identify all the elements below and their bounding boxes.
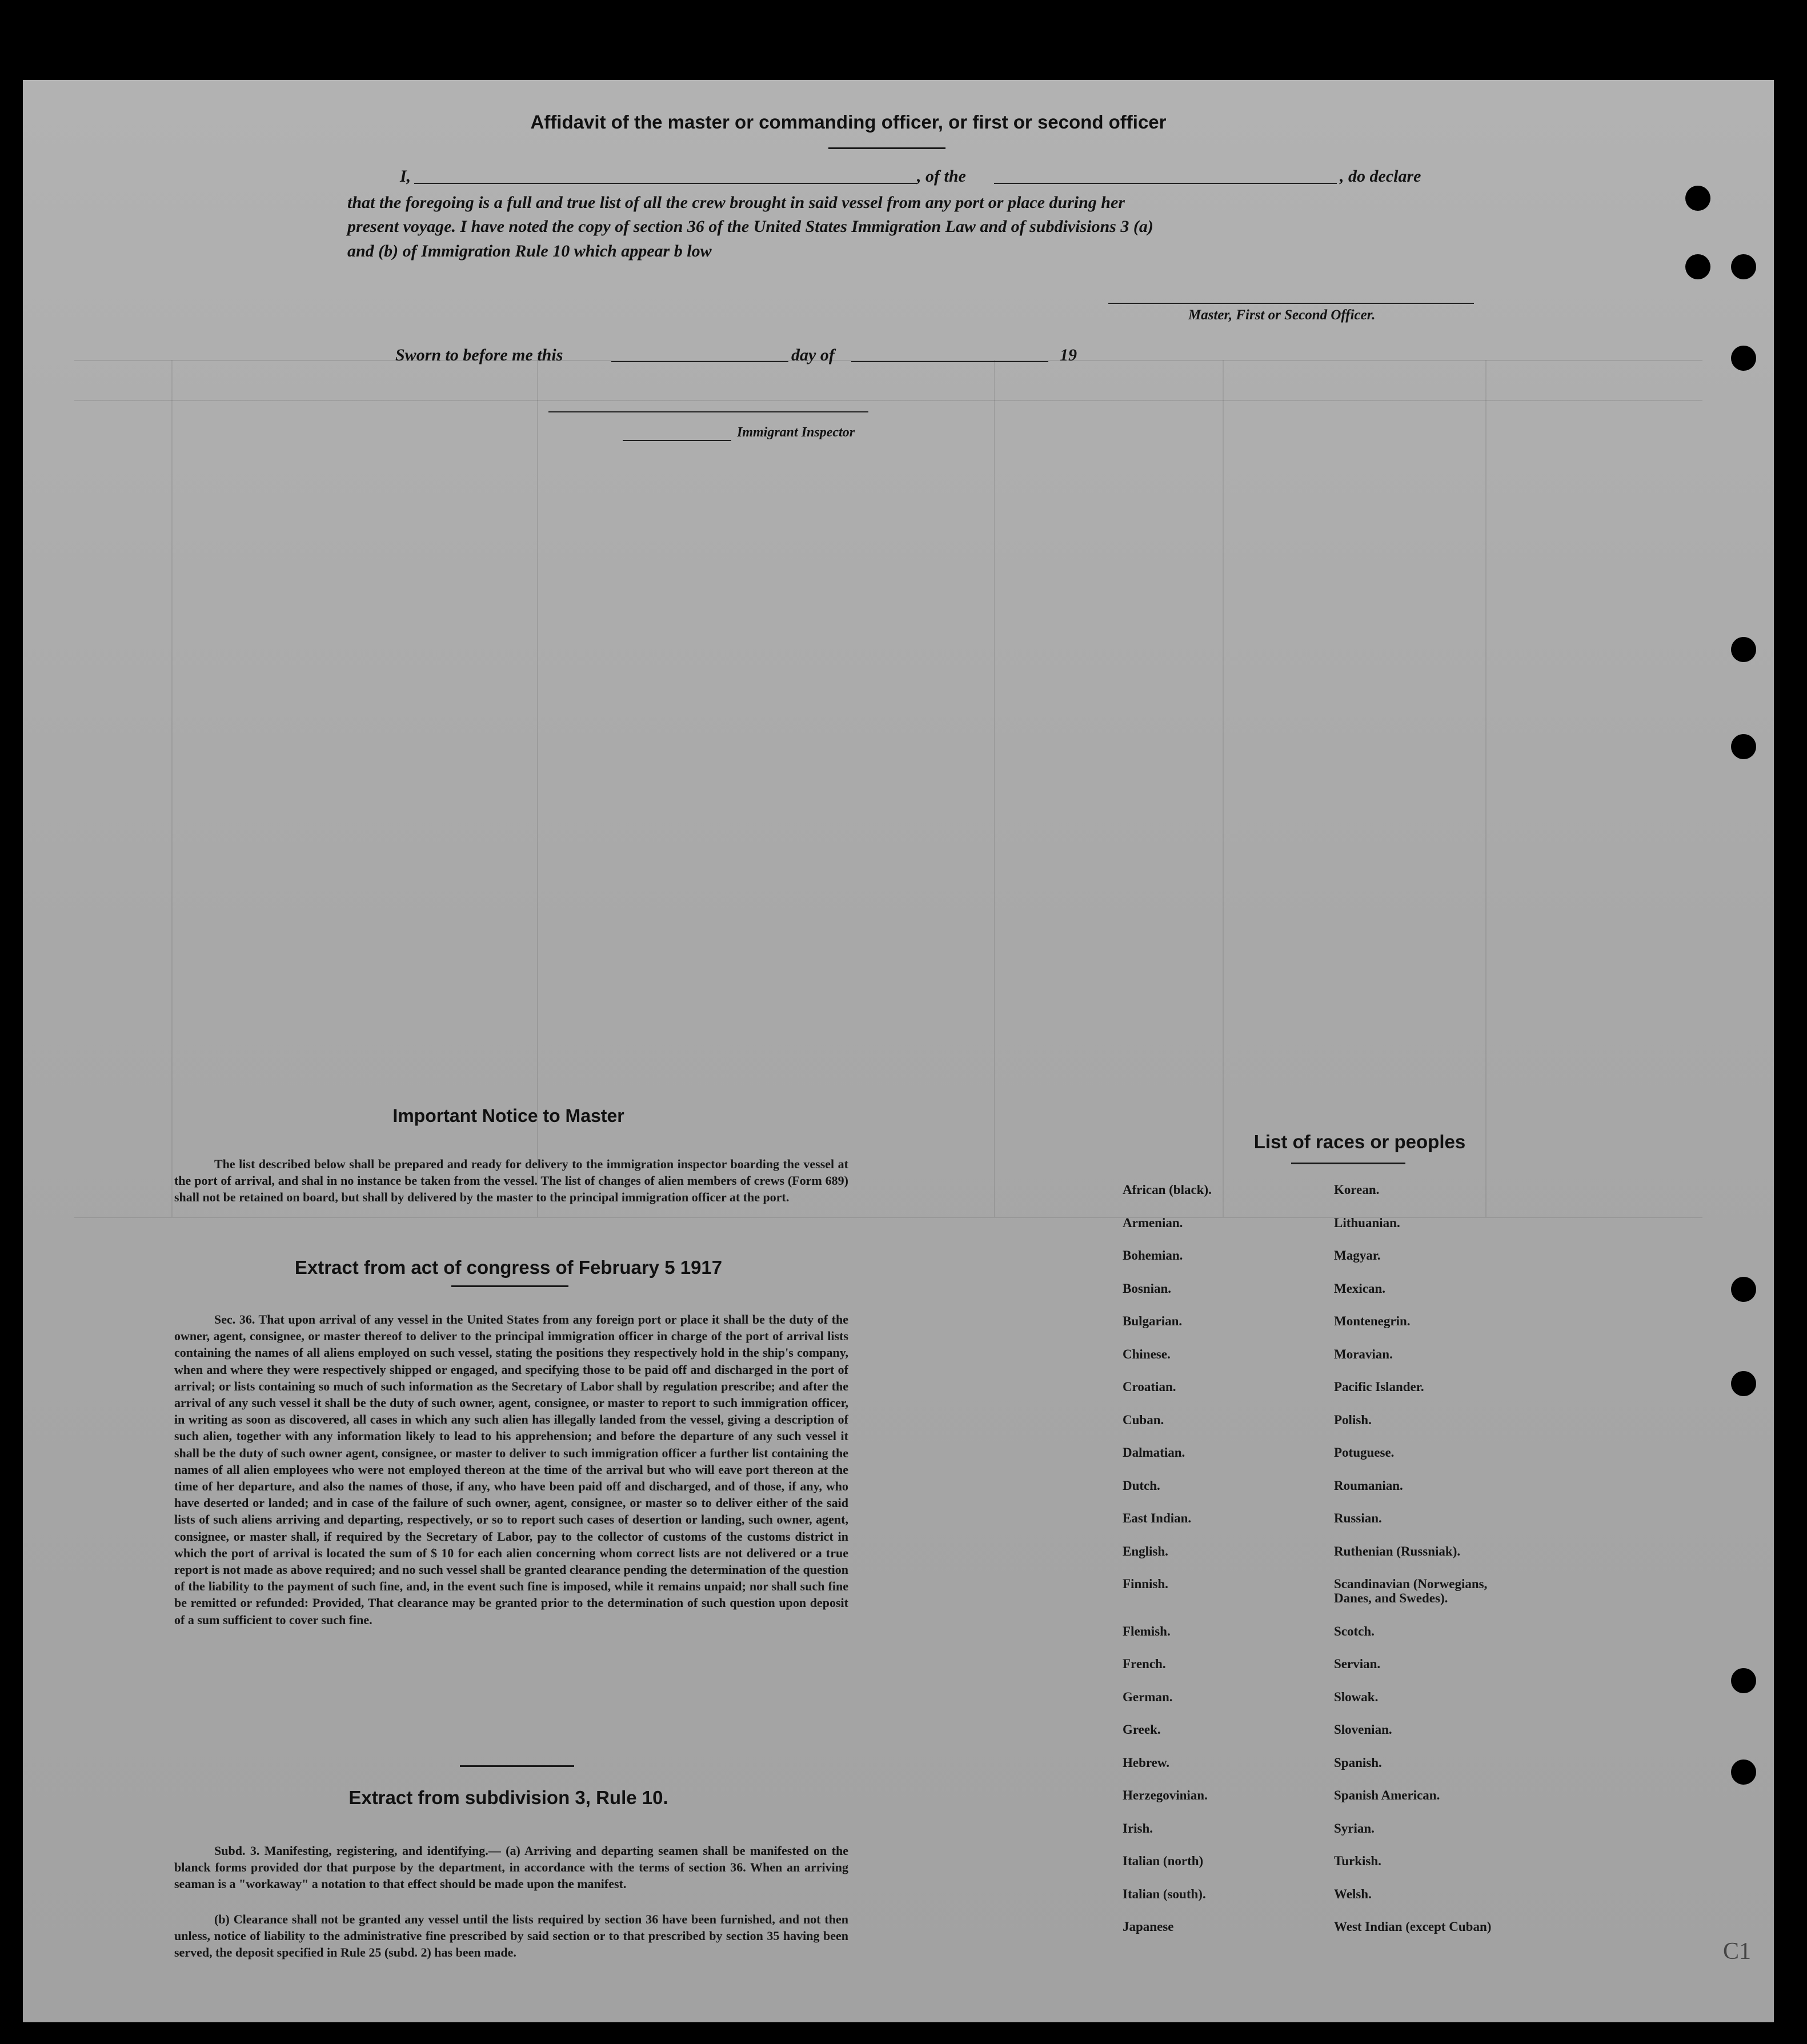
race-item: Lithuanian. <box>1334 1216 1400 1230</box>
inspector-signature-line <box>548 411 868 412</box>
race-item: French. <box>1123 1657 1166 1671</box>
race-item: Flemish. <box>1123 1624 1171 1638</box>
race-item: Greek. <box>1123 1722 1161 1737</box>
race-item: Spanish. <box>1334 1756 1382 1770</box>
race-item: Slovenian. <box>1334 1722 1392 1737</box>
race-item: Japanese <box>1123 1919 1174 1934</box>
race-item: Mexican. <box>1334 1281 1386 1296</box>
race-item: Potuguese. <box>1334 1445 1395 1460</box>
sworn-year: 19 <box>1060 346 1077 364</box>
race-item: Herzegovinian. <box>1123 1788 1208 1802</box>
race-item: Spanish American. <box>1334 1788 1440 1802</box>
act-extract-title: Extract from act of congress of February 5 1917 <box>294 1257 723 1278</box>
race-item: Magyar. <box>1334 1248 1381 1263</box>
race-item: Syrian. <box>1334 1821 1375 1835</box>
sworn-day-of: day of <box>791 346 835 364</box>
paper-background <box>23 80 1774 2022</box>
race-item: West Indian (except Cuban) <box>1334 1919 1492 1934</box>
punch-hole <box>1731 1277 1756 1302</box>
race-item: Chinese. <box>1123 1347 1171 1361</box>
race-item: English. <box>1123 1544 1168 1558</box>
ghost-column <box>171 360 173 1217</box>
race-item: Croatian. <box>1123 1380 1176 1394</box>
punch-hole <box>1731 1668 1756 1693</box>
act-extract-body: Sec. 36. That upon arrival of any vessel in the United States from any foreign port or place it shall be the duty of the owner, agent, consignee, or master thereof to deliver to the principal immigration officer in charge of the port of arrival lists containing the names of all aliens employed on such vessel, stating the positions they respectively hold in the ship's company, when and where they were respectively shipped or engaged, and specifying those to be paid off and discharged in the port of arrival; or lists containing so much of such information as the Secretary of Labor shall by regulation prescribe; and after the arrival of any such vessel it shall be the duty of such owner, agent, consignee, or master to report to such immigration officer, in writing as soon as discovered, all cases in which any such alien has illegally landed from the vessel, giving a description of such alien, together with any information likely to lead to his apprehension; and before the departure of any such vessel it shall be the duty of such owner agent, consignee, or master to deliver to such immigration officer a further list containing the names of all alien employees who were not employed thereon at the time of the arrival but who will eave port thereon at the time of her departure, and also the names of those, if any, who have been paid off and discharged, and of those, if any, who have deserted or landed; and in case of the failure of such owner, agent, consignee, or master so to deliver either of the said lists of such aliens arriving and departing, respectively, or so to report such cases of desertion or landing, such owner, agent, consignee, or master shall, if required by the Secretary of Labor, pay to the collector of customs of the customs district in which the port of arrival is located the sum of $ 10 for each alien concerning whom correct lists are not delivered or a true report is not made as above required; and no such vessel shall be granted clearance pending the determination of the question of the liability to the payment of such fine, and, in the event such fine is imposed, while it remains unpaid; nor shall such fine be remitted or refunded: Provided, That clearance may be granted prior to the determination of such question upon deposit of a sum sufficient to cover such fine. <box>174 1312 848 1627</box>
officer-signature-line <box>1108 303 1474 304</box>
inspector-label: Immigrant Inspector <box>737 425 855 440</box>
race-item: Bohemian. <box>1123 1248 1183 1263</box>
race-item: Dalmatian. <box>1123 1445 1185 1460</box>
race-item: Turkish. <box>1334 1854 1381 1868</box>
race-item: Cuban. <box>1123 1413 1164 1427</box>
race-item: Scotch. <box>1334 1624 1375 1638</box>
race-item: Italian (north) <box>1123 1854 1204 1868</box>
punch-hole <box>1731 346 1756 371</box>
punch-hole <box>1731 1371 1756 1396</box>
race-item: Finnish. <box>1123 1577 1168 1591</box>
notice-title: Important Notice to Master <box>392 1105 624 1126</box>
name-blank <box>414 183 917 184</box>
race-item: Bulgarian. <box>1123 1314 1183 1328</box>
rule-title-overline <box>460 1765 574 1767</box>
vessel-blank <box>994 183 1337 184</box>
ghost-column <box>537 360 538 1217</box>
punch-hole <box>1685 254 1710 279</box>
officer-signature-label: Master, First or Second Officer. <box>1188 307 1376 323</box>
punch-hole <box>1731 637 1756 662</box>
race-item: Hebrew. <box>1123 1756 1169 1770</box>
margin-note: C1 <box>1722 1938 1751 1965</box>
sworn-month-blank <box>851 361 1048 362</box>
sworn-day-blank <box>611 361 788 362</box>
rule-extract-para-a: Subd. 3. Manifesting, registering, and identifying.— (a) Arriving and departing seamen shall be manifested on the blanck forms provided dor that purpose by the department, in accordance with the terms of section 36. When an arriving seaman is a "workaway" a notation to that effect should be made upon the manifest. <box>174 1843 848 1891</box>
race-item: Moravian. <box>1334 1347 1393 1361</box>
race-item: Irish. <box>1123 1821 1153 1835</box>
rule-extract-para-b: (b) Clearance shall not be granted any vessel until the lists required by section 36 have been furnished, and not then unless, notice of liability to the administrative fine prescribed by said section or to that prescribed by section 35 having been served, the deposit specified in Rule 25 (subd. 2) has been made. <box>174 1912 848 1959</box>
sworn-prefix: Sworn to before me this <box>395 346 563 364</box>
race-item: African (black). <box>1123 1183 1212 1197</box>
race-item: Welsh. <box>1334 1887 1372 1901</box>
race-item: East Indian. <box>1123 1511 1192 1525</box>
declaration-end: , do declare <box>1340 167 1421 186</box>
punch-hole <box>1731 254 1756 279</box>
ghost-rule <box>74 400 1702 401</box>
ghost-column <box>1485 360 1487 1217</box>
race-item: German. <box>1123 1690 1173 1704</box>
declaration-start: I, <box>400 167 411 186</box>
ghost-column <box>1223 360 1224 1217</box>
title-underline <box>828 147 945 149</box>
declaration-of-the: , of the <box>917 167 966 186</box>
race-item: Italian (south). <box>1123 1887 1206 1901</box>
race-item: Slowak. <box>1334 1690 1379 1704</box>
punch-hole <box>1685 186 1710 211</box>
race-item: Polish. <box>1334 1413 1372 1427</box>
race-item: Korean. <box>1334 1183 1380 1197</box>
race-item: Dutch. <box>1123 1478 1160 1493</box>
document-page <box>23 80 1774 2022</box>
ghost-column <box>994 360 995 1217</box>
races-title: List of races or peoples <box>1253 1131 1466 1152</box>
race-item: Russian. <box>1334 1511 1382 1525</box>
race-item: Servian. <box>1334 1657 1381 1671</box>
affidavit-title: Affidavit of the master or commanding officer, or first or second officer <box>530 111 1167 133</box>
inspector-short-line <box>623 440 731 441</box>
declaration-line-4: and (b) of Immigration Rule 10 which appear b low <box>347 242 712 260</box>
punch-hole <box>1731 1760 1756 1785</box>
declaration-line-2: that the foregoing is a full and true list of all the crew brought in said vessel from any port or place during her <box>347 193 1125 212</box>
races-title-underline <box>1291 1163 1405 1164</box>
notice-body: The list described below shall be prepared and ready for delivery to the immigration inspector boarding the vessel at the port of arrival, and shal in no instance be taken from the vessel. The list of changes of alien members of crews (Form 689) shall not be retained on board, but shall by delivered by the master to the principal immigration officer at the port. <box>174 1157 848 1204</box>
declaration-line-3: present voyage. I have noted the copy of section 36 of the United States Immigration Law and of subdivisions 3 (a) <box>347 217 1153 236</box>
rule-extract-title: Extract from subdivision 3, Rule 10. <box>348 1787 668 1808</box>
race-item: Armenian. <box>1123 1216 1183 1230</box>
act-title-underline <box>451 1285 568 1287</box>
race-item: Bosnian. <box>1123 1281 1172 1296</box>
punch-hole <box>1731 734 1756 759</box>
race-item: Montenegrin. <box>1334 1314 1411 1328</box>
race-item: Pacific Islander. <box>1334 1380 1424 1394</box>
race-item: Scandinavian (Norwegians, Danes, and Swedes). <box>1334 1577 1488 1605</box>
race-item: Ruthenian (Russniak). <box>1334 1544 1461 1558</box>
race-item: Roumanian. <box>1334 1478 1403 1493</box>
ghost-rule <box>74 1217 1702 1218</box>
